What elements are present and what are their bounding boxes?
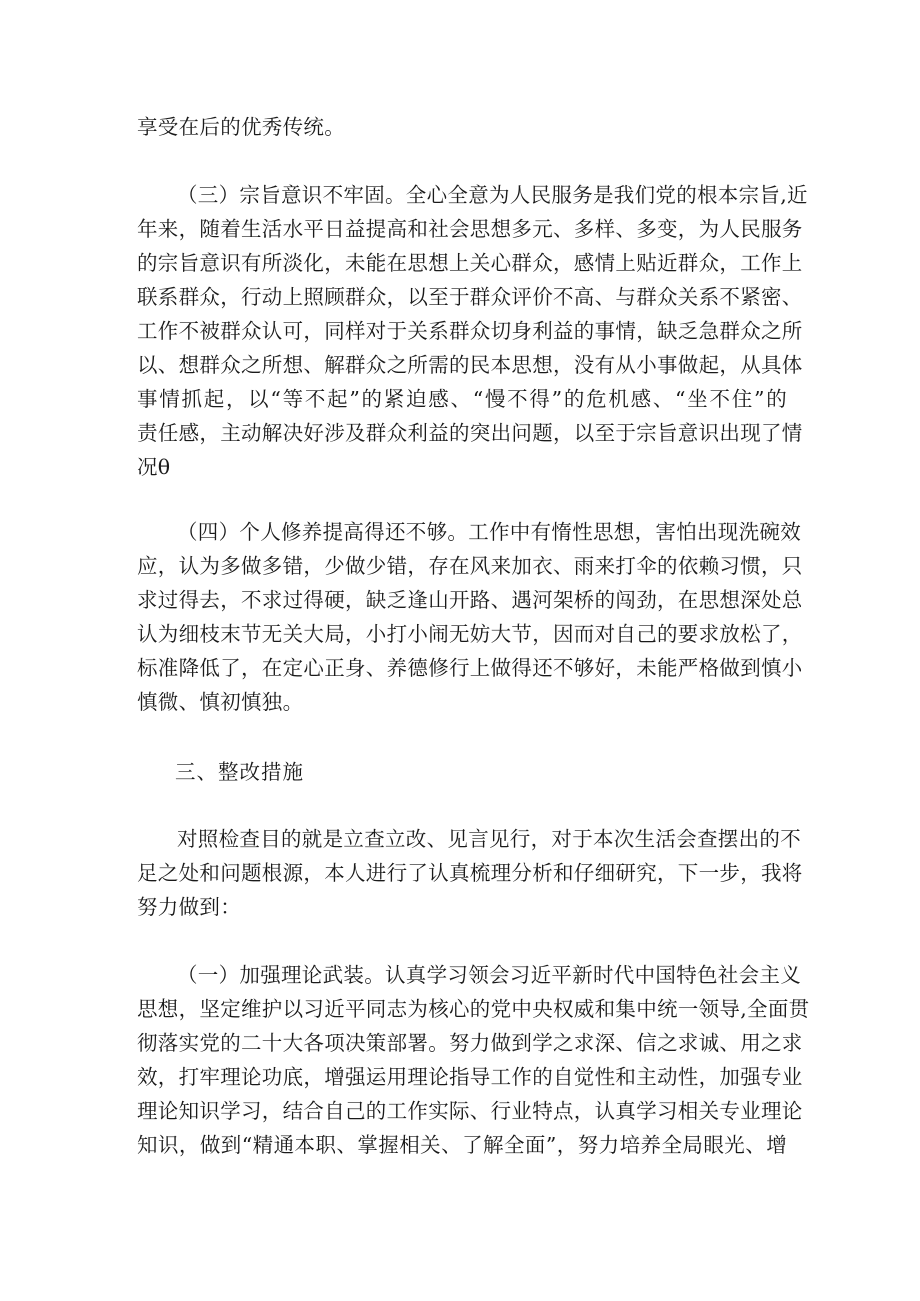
paragraph-line: 享受在后的优秀传统。 xyxy=(137,115,345,139)
paragraph-line: 事情抓起，以“等不起”的紧迫感、“慢不得”的危机感、“坐不住”的 xyxy=(137,387,787,411)
paragraph-line: 应，认为多做多错，少做少错，存在风来加衣、雨来打伞的依赖习惯，只 xyxy=(137,554,803,578)
paragraph-purpose-awareness xyxy=(137,178,808,484)
paragraph-line-first: 对照检查目的就是立查立改、见言见行，对于本次生活会查摆出的不 xyxy=(177,827,801,851)
paragraph-line-first: （四）个人修养提高得还不够。工作中有惰性思想，害怕出现洗碗效 xyxy=(177,520,801,544)
paragraph-line: 责任感，主动解决好涉及群众利益的突出问题，以至于宗旨意识出现了情 xyxy=(137,421,803,445)
paragraph-line: 年来，随着生活水平日益提高和社会思想多元、多样、多变，为人民服务 xyxy=(137,217,803,241)
paragraph-line: 认为细枝末节无关大局，小打小闹无妨大节，因而对自己的要求放松了， xyxy=(137,622,803,646)
paragraph-line-first: （一）加强理论武装。认真学习领会习近平新时代中国特色社会主义 xyxy=(177,963,801,987)
paragraph-line: 慎微、慎初慎独。 xyxy=(137,690,304,714)
paragraph-line: 工作不被群众认可，同样对于关系群众切身利益的事情，缺乏急群众之所 xyxy=(137,319,803,343)
paragraph-self-cultivation xyxy=(137,515,803,719)
paragraph-theory-study xyxy=(137,958,810,1162)
paragraph-line: 况θ xyxy=(137,455,171,479)
paragraph-intro-tail xyxy=(137,110,787,144)
paragraph-line: 努力做到： xyxy=(137,895,241,919)
paragraph-line: 思想，坚定维护以习近平同志为核心的党中央权威和集中统一领导,全面贯 xyxy=(137,997,810,1021)
paragraph-line: 彻落实党的二十大各项决策部署。努力做到学之求深、信之求诚、用之求 xyxy=(137,1031,803,1055)
paragraph-line-first: （三）宗旨意识不牢固。全心全意为人民服务是我们党的根本宗旨,近 xyxy=(177,183,808,207)
paragraph-line: 的宗旨意识有所淡化，未能在思想上关心群众，感情上贴近群众，工作上 xyxy=(137,251,803,275)
paragraph-rectification-intro xyxy=(137,822,803,924)
paragraph-line: 足之处和问题根源，本人进行了认真梳理分析和仔细研究，下一步，我将 xyxy=(137,861,803,885)
paragraph-line: 理论知识学习，结合自己的工作实际、行业特点，认真学习相关专业理论 xyxy=(137,1099,803,1123)
paragraph-line: 知识，做到“精通本职、掌握相关、了解全面”，努力培养全局眼光、增 xyxy=(137,1133,787,1157)
section-heading-rectification: 三、整改措施 xyxy=(175,760,304,784)
paragraph-line: 标准降低了，在定心正身、养德修行上做得还不够好，未能严格做到慎小 xyxy=(137,656,803,680)
paragraph-line: 联系群众，行动上照顾群众，以至于群众评价不高、与群众关系不紧密、 xyxy=(137,285,803,309)
paragraph-line: 求过得去，不求过得硬，缺乏逢山开路、遇河架桥的闯劲，在思想深处总 xyxy=(137,588,803,612)
paragraph-line: 以、想群众之所想、解群众之所需的民本思想，没有从小事做起，从具体 xyxy=(137,353,803,377)
paragraph-line: 效，打牢理论功底，增强运用理论指导工作的自觉性和主动性，加强专业 xyxy=(137,1065,803,1089)
